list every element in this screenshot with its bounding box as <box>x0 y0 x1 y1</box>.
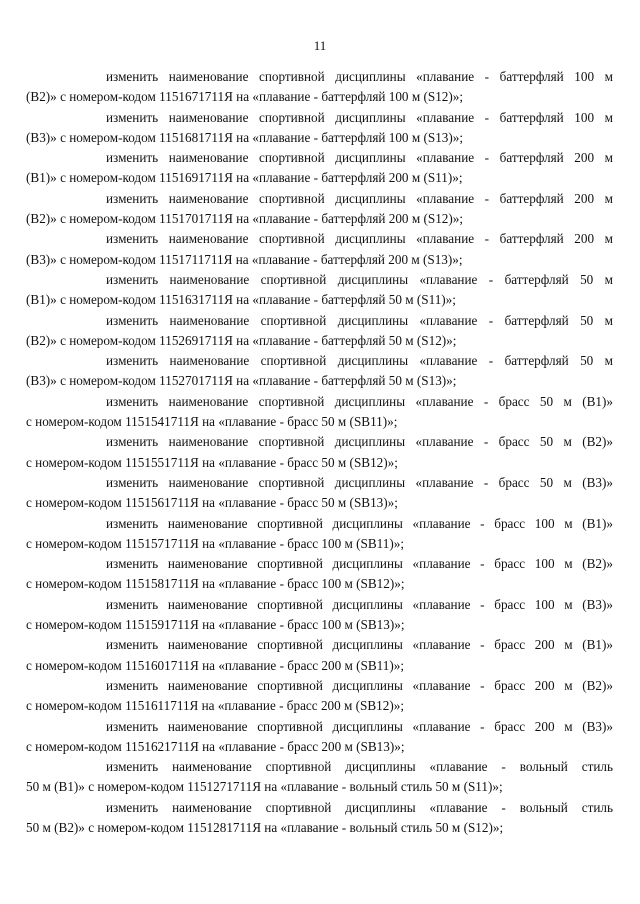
paragraph <box>26 67 613 108</box>
paragraph-line: изменить наименование спортивной дисциплины «плавание - вольный стиль <box>106 759 613 775</box>
paragraph-line: с номером-кодом 1151621711Я на «плавание - брасс 200 м (SB13)»; <box>26 738 405 754</box>
document-body <box>26 67 613 838</box>
paragraph <box>26 148 613 189</box>
paragraph-line: изменить наименование спортивной дисциплины «плавание - баттерфляй 50 м <box>106 312 613 328</box>
paragraph <box>26 717 613 758</box>
paragraph <box>26 757 613 798</box>
paragraph-line: с номером-кодом 1151571711Я на «плавание - брасс 100 м (SB11)»; <box>26 535 405 551</box>
paragraph-line: изменить наименование спортивной дисциплины «плавание - баттерфляй 200 м <box>106 190 613 206</box>
paragraph-line: (В2)» с номером-кодом 1152691711Я на «плавание - баттерфляй 50 м (S12)»; <box>26 332 457 348</box>
paragraph <box>26 392 613 433</box>
paragraph <box>26 798 613 839</box>
paragraph-line: (В3)» с номером-кодом 1151681711Я на «плавание - баттерфляй 100 м (S13)»; <box>26 129 464 145</box>
paragraph-line: изменить наименование спортивной дисциплины «плавание - брасс 50 м (В3)» <box>106 474 613 490</box>
paragraph-line: изменить наименование спортивной дисциплины «плавание - брасс 100 м (В1)» <box>106 515 613 531</box>
paragraph <box>26 270 613 311</box>
paragraph-line: (В2)» с номером-кодом 1151671711Я на «плавание - баттерфляй 100 м (S12)»; <box>26 89 464 105</box>
paragraph-line: с номером-кодом 1151581711Я на «плавание - брасс 100 м (SB12)»; <box>26 576 405 592</box>
paragraph-line: изменить наименование спортивной дисциплины «плавание - вольный стиль <box>106 799 613 815</box>
paragraph-line: изменить наименование спортивной дисциплины «плавание - баттерфляй 50 м <box>106 353 613 369</box>
paragraph <box>26 432 613 473</box>
paragraph <box>26 473 613 514</box>
paragraph-line: с номером-кодом 1151591711Я на «плавание - брасс 100 м (SB13)»; <box>26 617 405 633</box>
paragraph <box>26 554 613 595</box>
paragraph-line: изменить наименование спортивной дисциплины «плавание - баттерфляй 50 м <box>106 271 613 287</box>
paragraph <box>26 229 613 270</box>
paragraph-line: с номером-кодом 1151551711Я на «плавание - брасс 50 м (SB12)»; <box>26 454 398 470</box>
paragraph-line: изменить наименование спортивной дисциплины «плавание - брасс 200 м (В3)» <box>106 718 613 734</box>
paragraph <box>26 189 613 230</box>
paragraph-line: изменить наименование спортивной дисциплины «плавание - брасс 100 м (В3)» <box>106 596 613 612</box>
paragraph-line: (В3)» с номером-кодом 1152701711Я на «плавание - баттерфляй 50 м (S13)»; <box>26 373 457 389</box>
paragraph <box>26 676 613 717</box>
paragraph-line: (В1)» с номером-кодом 1151691711Я на «плавание - баттерфляй 200 м (S11)»; <box>26 170 463 186</box>
paragraph-line: с номером-кодом 1151601711Я на «плавание - брасс 200 м (SB11)»; <box>26 657 405 673</box>
paragraph-line: с номером-кодом 1151541711Я на «плавание - брасс 50 м (SB11)»; <box>26 414 398 430</box>
paragraph-line: с номером-кодом 1151561711Я на «плавание - брасс 50 м (SB13)»; <box>26 495 398 511</box>
paragraph-line: 50 м (В2)» с номером-кодом 1151281711Я на «плавание - вольный стиль 50 м (S12)»; <box>26 819 504 835</box>
paragraph <box>26 635 613 676</box>
paragraph-line: изменить наименование спортивной дисциплины «плавание - брасс 50 м (В1)» <box>106 393 613 409</box>
paragraph <box>26 311 613 352</box>
paragraph-line: (В3)» с номером-кодом 1151711711Я на «плавание - баттерфляй 200 м (S13)»; <box>26 251 463 267</box>
paragraph-line: изменить наименование спортивной дисциплины «плавание - брасс 100 м (В2)» <box>106 556 613 572</box>
paragraph <box>26 351 613 392</box>
paragraph <box>26 514 613 555</box>
paragraph <box>26 108 613 149</box>
paragraph-line: изменить наименование спортивной дисциплины «плавание - брасс 50 м (В2)» <box>106 434 613 450</box>
paragraph-line: (В1)» с номером-кодом 1151631711Я на «плавание - баттерфляй 50 м (S11)»; <box>26 292 456 308</box>
paragraph-line: изменить наименование спортивной дисциплины «плавание - брасс 200 м (В2)» <box>106 677 613 693</box>
paragraph-line: изменить наименование спортивной дисциплины «плавание - брасс 200 м (В1)» <box>106 637 613 653</box>
paragraph-line: изменить наименование спортивной дисциплины «плавание - баттерфляй 100 м <box>106 109 613 125</box>
paragraph-line: (В2)» с номером-кодом 1151701711Я на «плавание - баттерфляй 200 м (S12)»; <box>26 211 464 227</box>
page-number: 11 <box>313 38 327 53</box>
paragraph <box>26 595 613 636</box>
paragraph-line: изменить наименование спортивной дисциплины «плавание - баттерфляй 100 м <box>106 69 613 84</box>
paragraph-line: изменить наименование спортивной дисциплины «плавание - баттерфляй 200 м <box>106 231 613 247</box>
paragraph-line: 50 м (В1)» с номером-кодом 1151271711Я на «плавание - вольный стиль 50 м (S11)»; <box>26 779 503 795</box>
paragraph-line: изменить наименование спортивной дисциплины «плавание - баттерфляй 200 м <box>106 150 613 166</box>
paragraph-line: с номером-кодом 1151611711Я на «плавание - брасс 200 м (SB12)»; <box>26 698 405 714</box>
